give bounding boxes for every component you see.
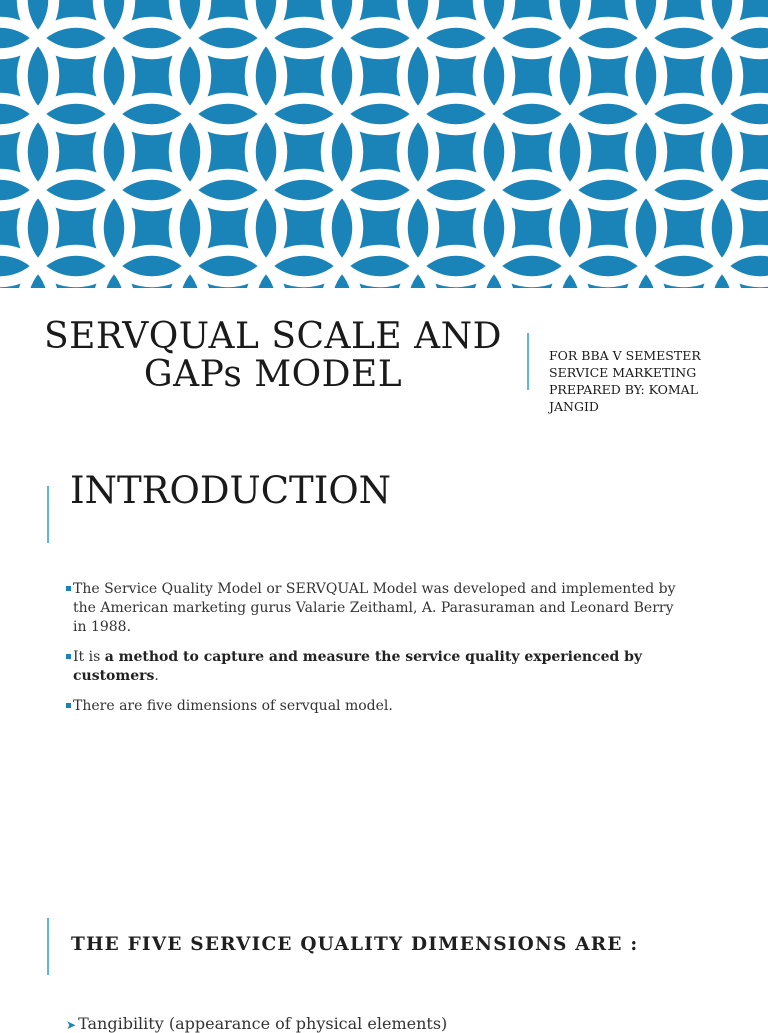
subtitle-line: JANGID bbox=[549, 399, 599, 414]
decorative-banner bbox=[0, 0, 768, 288]
intro-heading: INTRODUCTION bbox=[70, 469, 392, 512]
vertical-divider bbox=[527, 333, 529, 390]
subtitle-line: FOR BBA V SEMESTER bbox=[549, 348, 701, 363]
list-item bbox=[66, 580, 686, 637]
subtitle-line: PREPARED BY: KOMAL bbox=[549, 382, 699, 397]
slide-subtitle bbox=[549, 347, 749, 415]
slide-title-line-1: SERVQUAL SCALE AND bbox=[43, 316, 503, 357]
intro-bullet-list bbox=[66, 580, 686, 727]
subtitle-line: SERVICE MARKETING bbox=[549, 365, 697, 380]
list-item bbox=[66, 648, 686, 686]
bullet-text: The Service Quality Model or SERVQUAL Model was developed and implemented by the American marketing gurus Valarie Zeithaml, A. Parasuraman and Leonard Berry in 1988. bbox=[73, 581, 676, 635]
circle-pattern bbox=[0, 0, 768, 288]
vertical-divider bbox=[47, 918, 49, 975]
dimension-text: Tangibility (appearance of physical elements) bbox=[78, 1014, 448, 1033]
arrow-bullet-icon: ➤ bbox=[66, 1018, 77, 1032]
bullet-square-icon bbox=[66, 654, 71, 659]
dimensions-heading: THE FIVE SERVICE QUALITY DIMENSIONS ARE : bbox=[71, 934, 639, 955]
list-item bbox=[66, 697, 686, 716]
bullet-text-suffix: . bbox=[154, 668, 159, 684]
list-item bbox=[66, 1014, 447, 1033]
bullet-square-icon bbox=[66, 703, 71, 708]
vertical-divider bbox=[47, 486, 49, 543]
slide-title-line-2: GAPs MODEL bbox=[143, 354, 403, 395]
bullet-text: There are five dimensions of servqual model. bbox=[73, 698, 393, 714]
bullet-text-prefix: It is bbox=[73, 649, 105, 665]
bullet-text-bold: a method to capture and measure the service quality experienced by customers bbox=[73, 649, 643, 684]
slide-title bbox=[30, 318, 516, 394]
bullet-square-icon bbox=[66, 586, 71, 591]
